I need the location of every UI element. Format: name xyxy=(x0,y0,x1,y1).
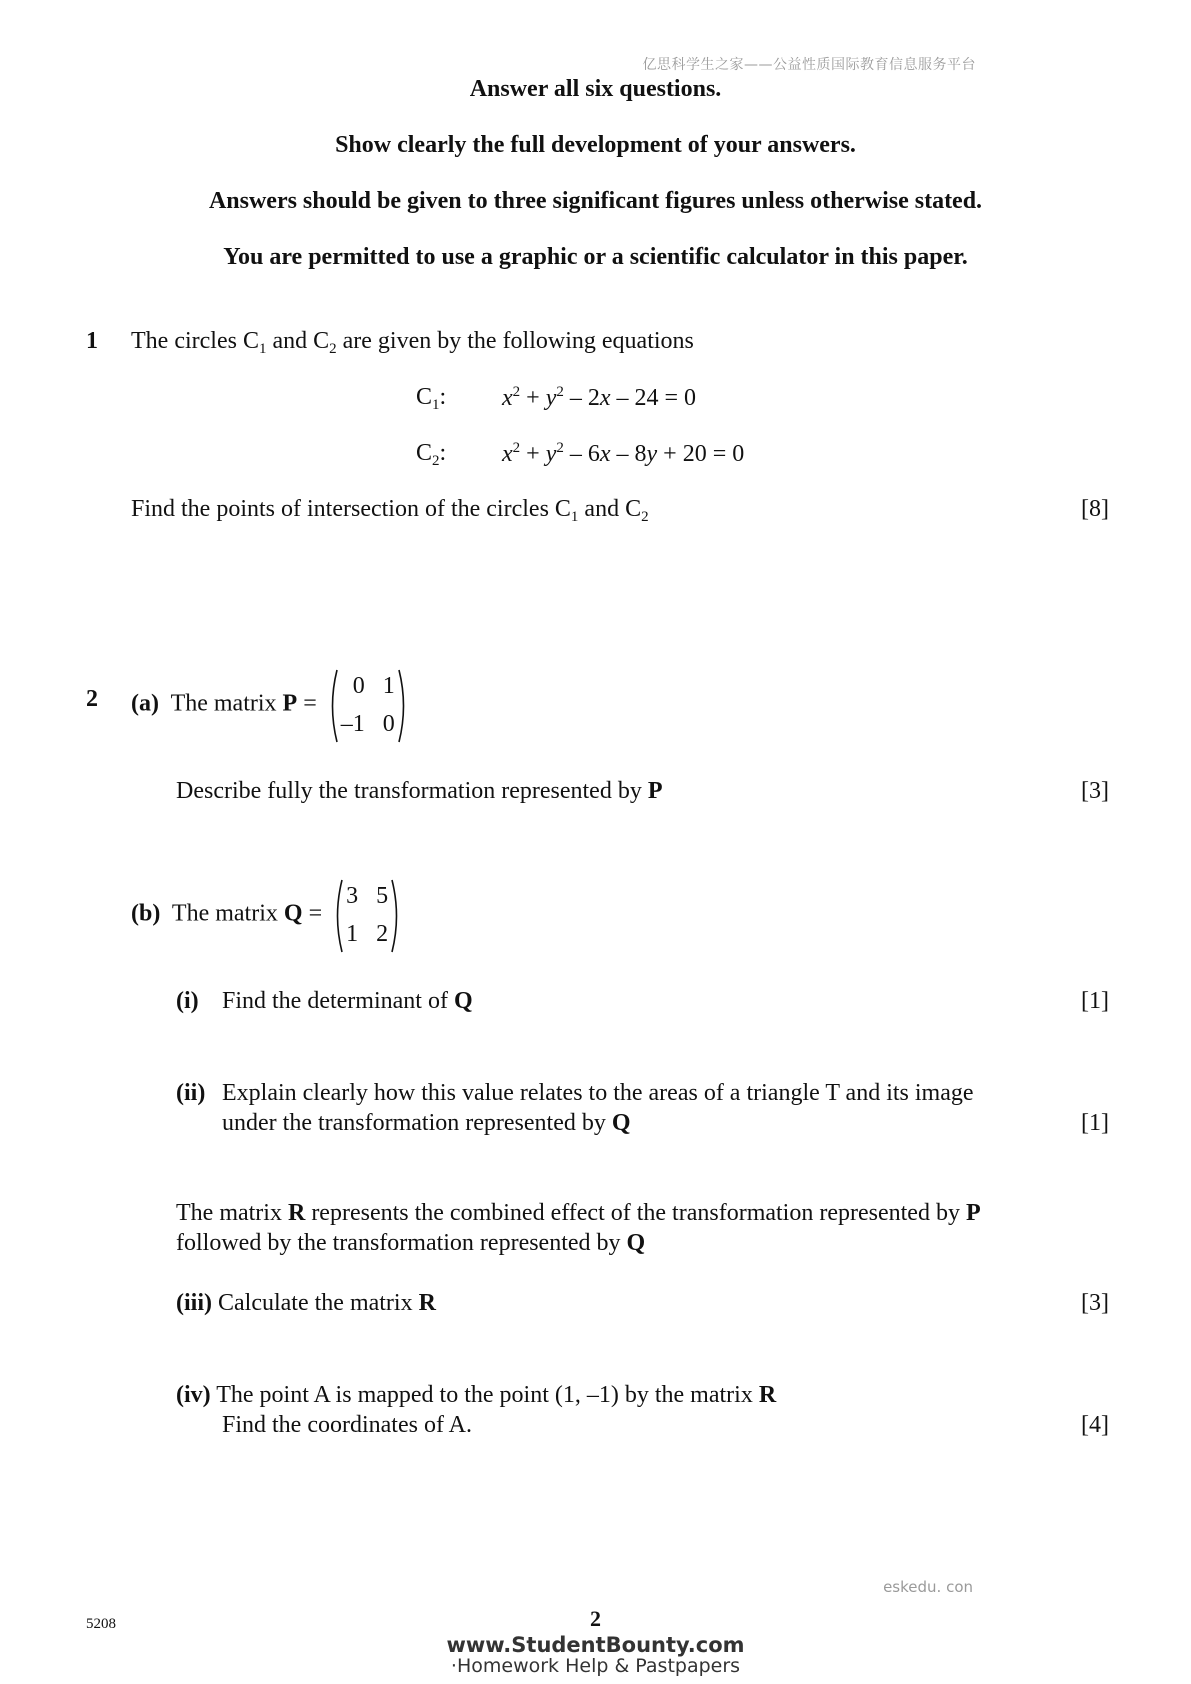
matrix-p xyxy=(327,668,409,742)
question-2b-iv-line2: Find the coordinates of A. xyxy=(222,1412,472,1438)
question-2b-iii: (iii) Calculate the matrix R xyxy=(176,1290,436,1316)
paper-code: 5208 xyxy=(86,1616,116,1632)
matrix-p-entry: 1 xyxy=(382,673,395,699)
equation-1: $x^2 + y^2 - 2x - 24 = 0$ xyxy=(502,384,697,411)
matrix-q xyxy=(332,878,402,952)
question-2b-ii-marks: [1] xyxy=(1081,1110,1109,1136)
instruction-1: Answer all six questions. xyxy=(469,76,722,102)
watermark-bottom: eskedu. con xyxy=(883,1578,973,1596)
matrix-q-entry: 1 xyxy=(346,921,359,947)
question-1-intro: The circles $C_1$ and $C_2$ are given by the following equations xyxy=(131,328,694,357)
matrix-q-entry: 3 xyxy=(346,883,359,909)
question-1-number: 1 xyxy=(86,328,98,354)
question-2b-iv-marks: [4] xyxy=(1081,1412,1109,1438)
question-2a-describe: Describe fully the transformation represented by P xyxy=(176,778,663,804)
part-a-label: (a) xyxy=(131,690,159,717)
watermark-top: 亿思科学生之家——公益性质国际教育信息服务平台 xyxy=(642,57,976,73)
matrix-p-entry: 0 xyxy=(352,673,365,699)
question-2b-i: Find the determinant of Q xyxy=(222,988,473,1014)
equation-1-label: $C_1$: xyxy=(416,384,447,413)
question-1-marks: [8] xyxy=(1081,496,1109,522)
question-2b-ii-line1: Explain clearly how this value relates to the areas of a triangle T and its image xyxy=(222,1080,974,1106)
matrix-p-entry: 0 xyxy=(382,711,395,737)
question-2b-i-marks: [1] xyxy=(1081,988,1109,1014)
question-2b-ii-line2: under the transformation represented by Q xyxy=(222,1110,631,1136)
question-2a-line: (a) The matrix P = 0 1 –1 0 xyxy=(131,668,409,742)
instruction-3: Answers should be given to three significant figures unless otherwise stated. xyxy=(208,188,983,214)
question-2a-marks: [3] xyxy=(1081,778,1109,804)
logo-line-1: www.StudentBounty.com xyxy=(446,1633,745,1657)
matrix-p-entry: –1 xyxy=(340,711,365,737)
part-iv-label: (iv) xyxy=(176,1382,211,1408)
part-iii-label: (iii) xyxy=(176,1290,212,1316)
part-ii-label: (ii) xyxy=(176,1080,206,1106)
matrix-q-entry: 5 xyxy=(376,883,389,909)
question-2b-iv-line1: (iv) The point A is mapped to the point (1, –1) by the matrix R xyxy=(176,1382,777,1408)
question-2-number: 2 xyxy=(86,686,98,712)
logo-line-2: ·Homework Help & Pastpapers xyxy=(450,1655,741,1677)
matrix-q-entry: 2 xyxy=(376,921,389,947)
question-2b-iii-marks: [3] xyxy=(1081,1290,1109,1316)
instruction-2: Show clearly the full development of your answers. xyxy=(335,132,856,158)
question-1-task: Find the points of intersection of the circles $C_1$ and $C_2$ xyxy=(131,496,649,525)
equation-2-label: $C_2$: xyxy=(416,440,447,469)
equation-2: $x^2 + y^2 - 6x - 8y + 20 = 0$ xyxy=(502,440,745,467)
question-2-r-line2: followed by the transformation represented by Q xyxy=(176,1230,646,1256)
question-2-r-line1: The matrix R represents the combined effect of the transformation represented by P xyxy=(176,1200,981,1226)
instruction-4: You are permitted to use a graphic or a scientific calculator in this paper. xyxy=(223,244,968,270)
part-i-label: (i) xyxy=(176,988,199,1014)
studentbounty-logo[interactable] xyxy=(0,1634,1191,1676)
page-number: 2 xyxy=(590,1606,601,1631)
question-2b-line: (b) The matrix Q = 3 5 1 2 xyxy=(131,878,402,952)
part-b-label: (b) xyxy=(131,900,161,927)
